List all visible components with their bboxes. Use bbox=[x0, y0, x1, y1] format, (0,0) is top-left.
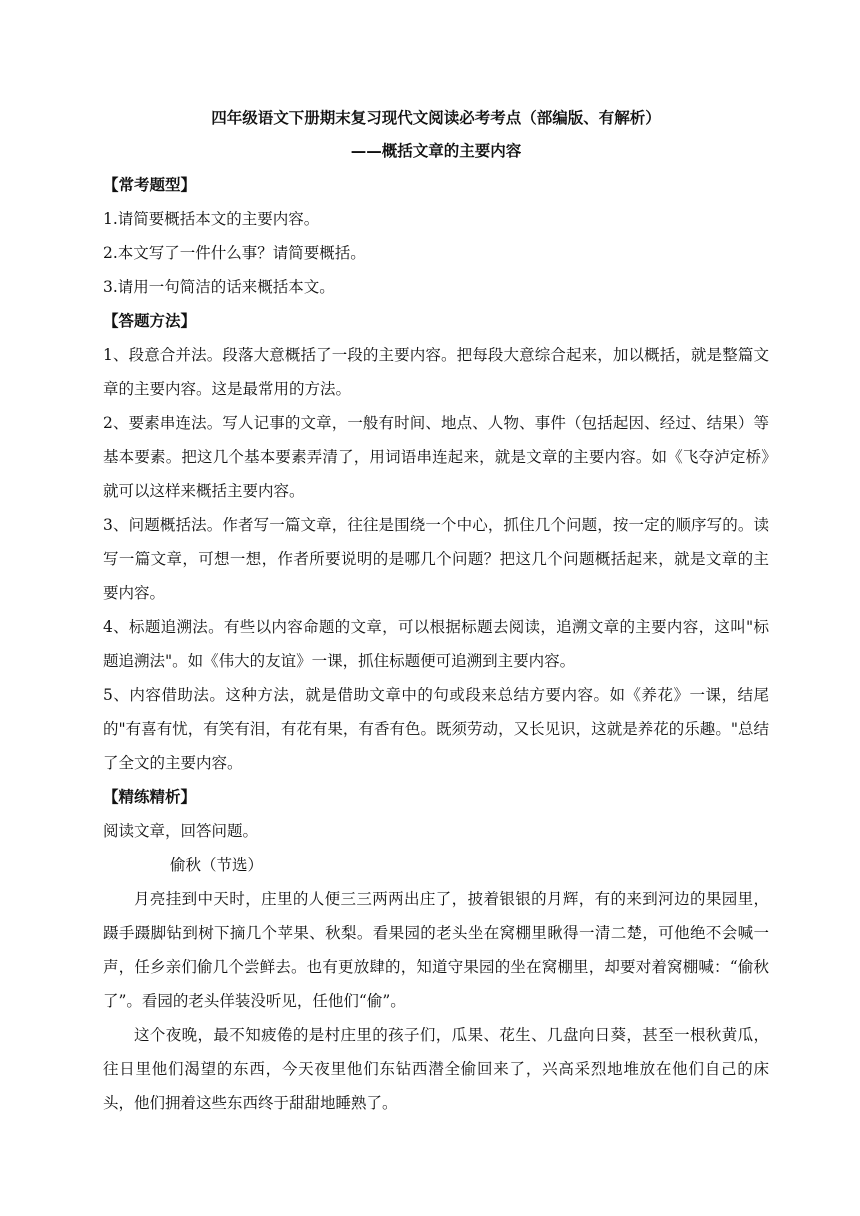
document-subtitle: ——概括文章的主要内容 bbox=[350, 142, 522, 160]
question-type-item: 1.请简要概括本文的主要内容。 bbox=[103, 210, 320, 228]
passage-paragraph: 月亮挂到中天时，庄里的人便三三两两出庄了，披着银银的月辉，有的来到河边的果园里，蹑手蹑脚钻到树下摘几个苹果、秋梨。看果园的老头坐在窝棚里瞅得一清二楚，可他绝不会喊一声，任乡亲们偷几个尝鲜去。也有更放肆的，知道守果园的坐在窝棚里，却要对着窝棚喊：“偷秋了”。看园的老头佯装没听见，任他们“偷”。 bbox=[103, 890, 769, 1010]
document-page bbox=[103, 102, 769, 1120]
question-type-item: 2.本文写了一件什么事？请简要概括。 bbox=[103, 244, 366, 262]
reading-instruction: 阅读文章，回答问题。 bbox=[103, 822, 259, 840]
document-title: 四年级语文下册期末复习现代文阅读必考考点（部编版、有解析） bbox=[211, 109, 661, 127]
section-heading-practice: 【精练精析】 bbox=[103, 788, 197, 806]
method-paragraph: 5、内容借助法。这种方法，就是借助文章中的句或段来总结方要内容。如《养花》一课，结尾的"有喜有忧，有笑有泪，有花有果，有香有色。既须劳动，又长见识，这就是养花的乐趣。"总结了全文的主要内容。 bbox=[103, 686, 769, 772]
method-paragraph: 3、问题概括法。作者写一篇文章，往往是围绕一个中心，抓住几个问题，按一定的顺序写的。读写一篇文章，可想一想，作者所要说明的是哪几个问题？把这几个问题概括起来，就是文章的主要内容。 bbox=[103, 516, 769, 602]
method-paragraph: 2、要素串连法。写人记事的文章，一般有时间、地点、人物、事件（包括起因、经过、结果）等基本要素。把这几个基本要素弄清了，用词语串连起来，就是文章的主要内容。如《飞夺泸定桥》就可以这样来概括主要内容。 bbox=[103, 414, 769, 500]
method-paragraph: 1、段意合并法。段落大意概括了一段的主要内容。把每段大意综合起来，加以概括，就是整篇文章的主要内容。这是最常用的方法。 bbox=[103, 346, 769, 398]
question-type-item: 3.请用一句简洁的话来概括本文。 bbox=[103, 278, 335, 296]
method-paragraph: 4、标题追溯法。有些以内容命题的文章，可以根据标题去阅读，追溯文章的主要内容，这叫"标题追溯法"。如《伟大的友谊》一课，抓住标题便可追溯到主要内容。 bbox=[103, 618, 769, 670]
passage-title: 偷秋（节选） bbox=[170, 856, 264, 874]
section-heading-question-types: 【常考题型】 bbox=[103, 176, 197, 194]
passage-paragraph: 这个夜晚，最不知疲倦的是村庄里的孩子们，瓜果、花生、几盘向日葵，甚至一根秋黄瓜，往日里他们渴望的东西，今天夜里他们东钻西潜全偷回来了，兴高采烈地堆放在他们自己的床头，他们拥着这些东西终于甜甜地睡熟了。 bbox=[103, 1026, 769, 1112]
section-heading-methods: 【答题方法】 bbox=[103, 312, 197, 330]
